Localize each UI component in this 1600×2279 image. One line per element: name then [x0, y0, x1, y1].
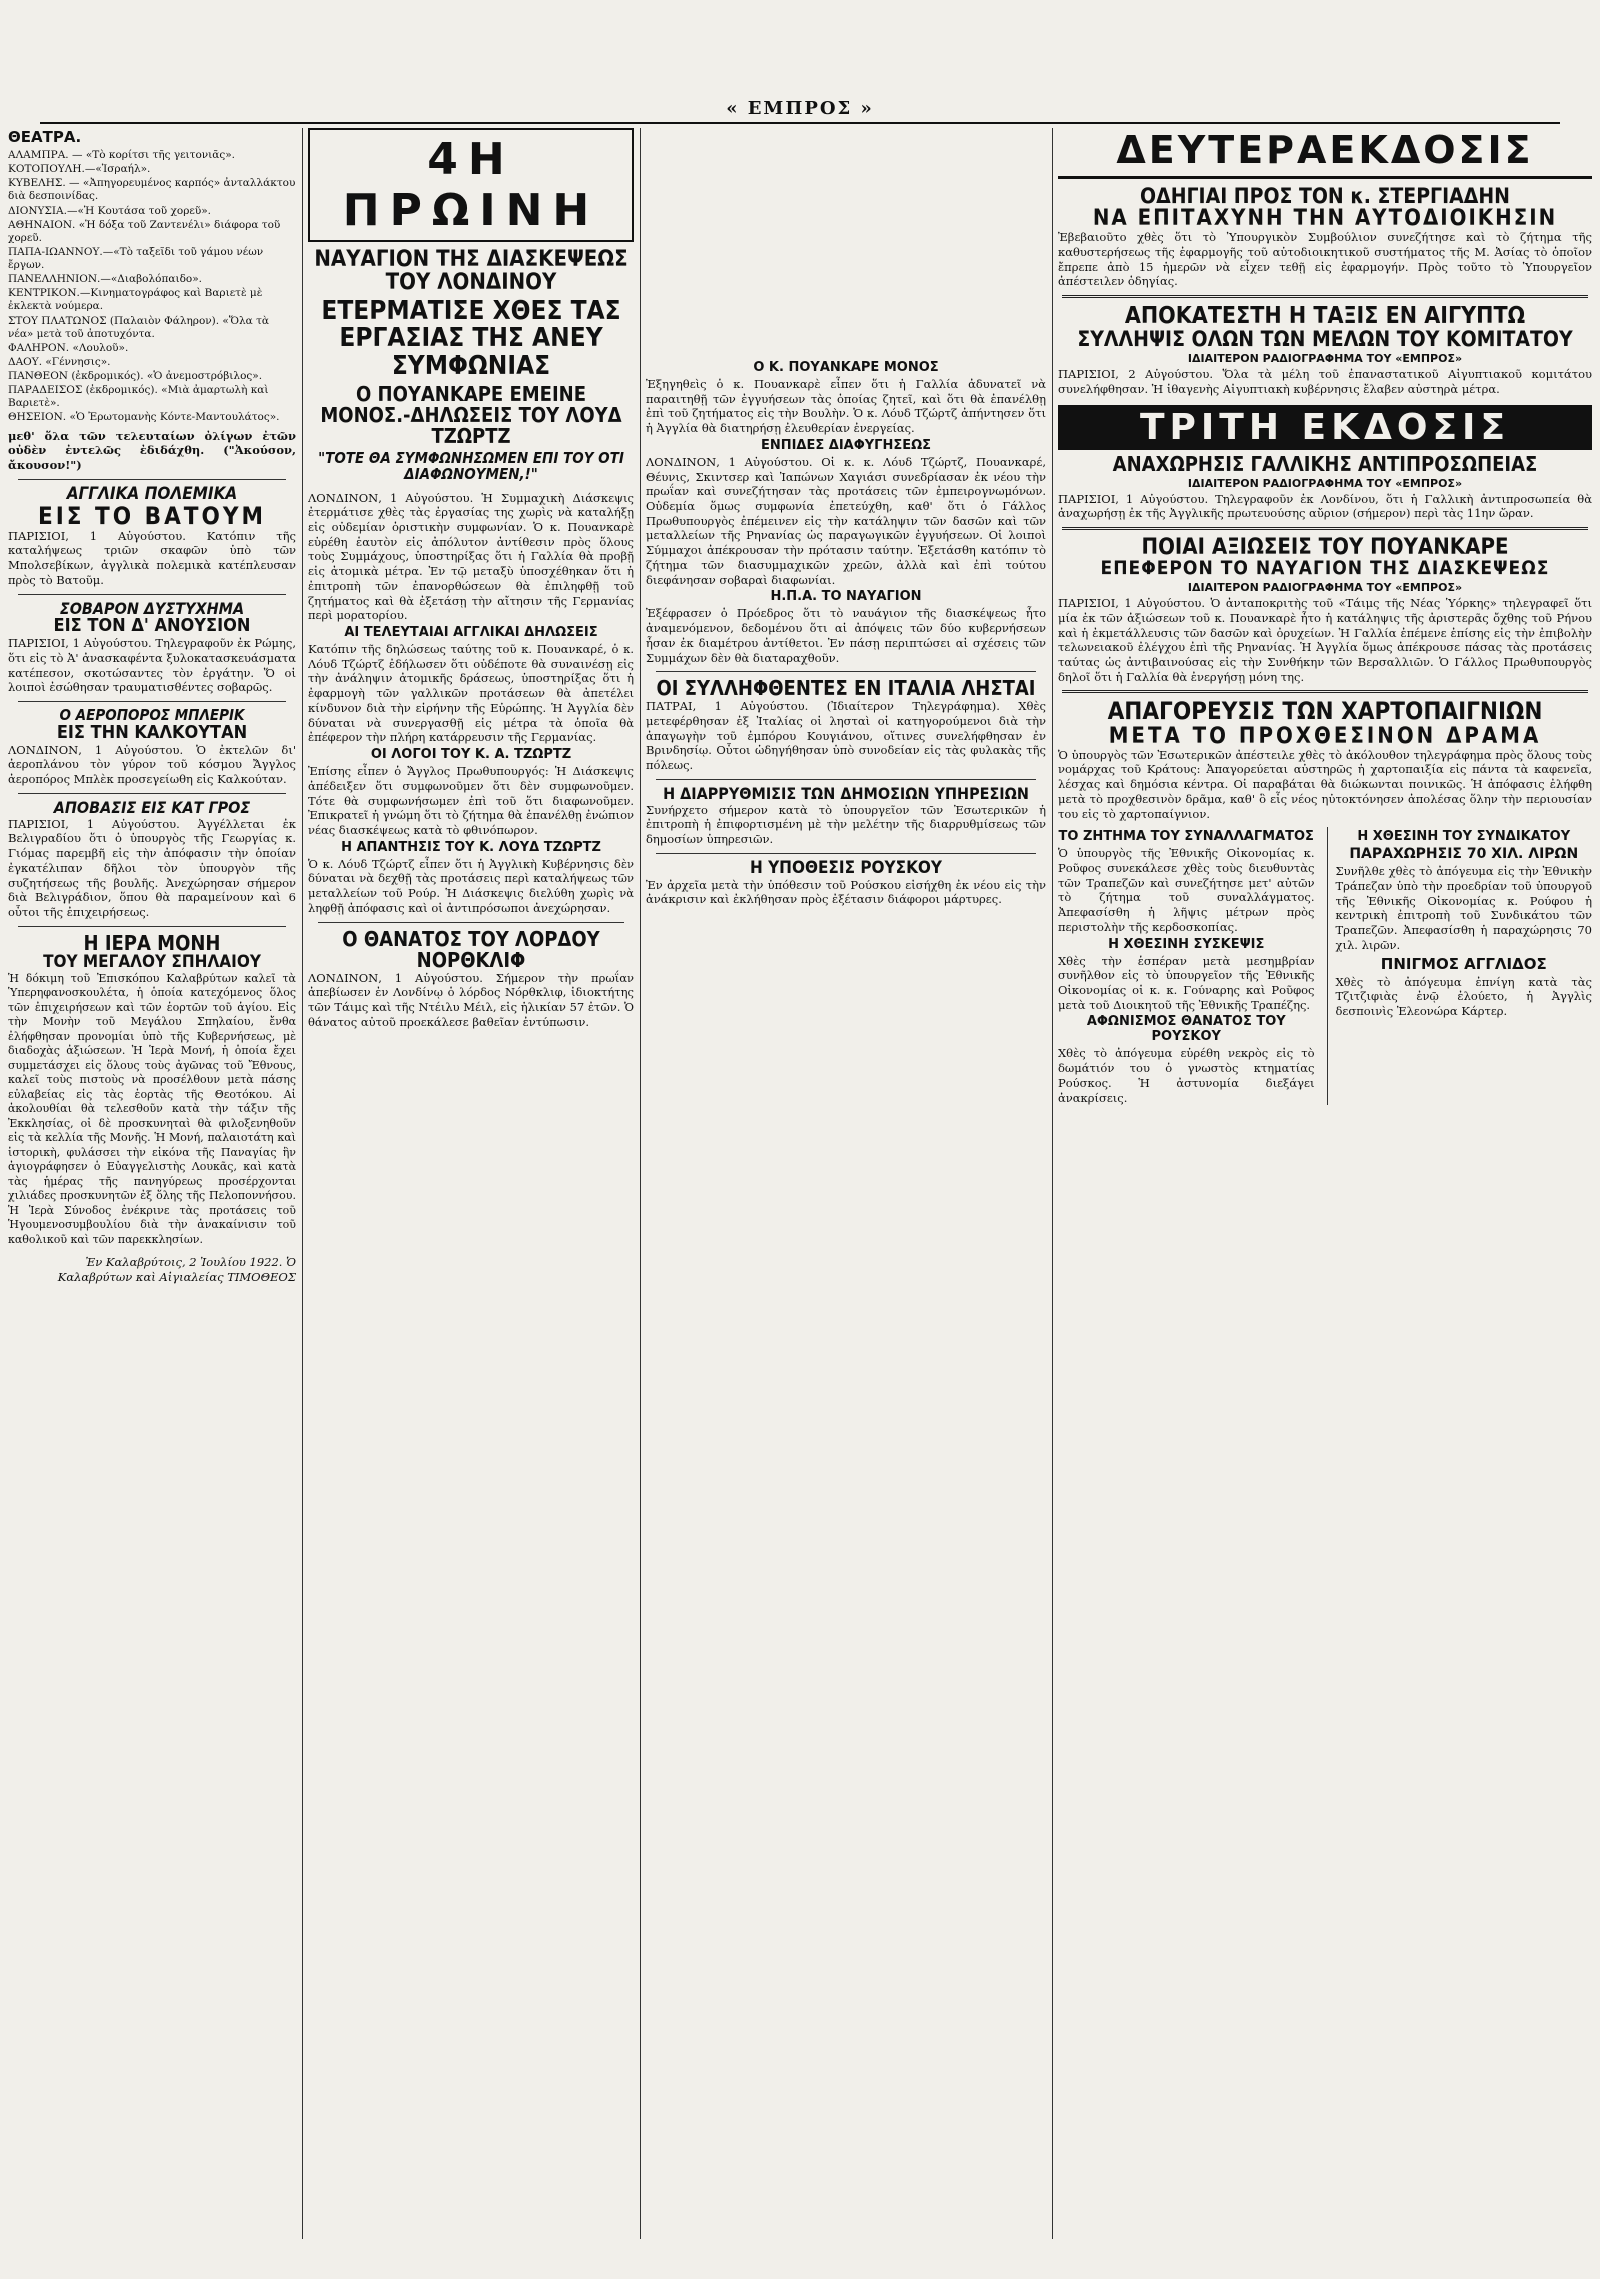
- divider: [1062, 527, 1588, 530]
- main-headline: ΝΑΥΑΓΙΟΝ ΤΗΣ ΔΙΑΣΚΕΨΕΩΣ ΤΟΥ ΛΟΝΔΙΝΟΥ: [314, 247, 628, 296]
- headline: Η ΥΠΟΘΕΣΙΣ ΡΟΥΣΚΟΥ: [749, 857, 942, 878]
- divider: [1062, 295, 1588, 298]
- article-text: ΛΟΝΔΙΝΟΝ, 1 Αὐγούστου. Οἱ κ. κ. Λόυδ Τζώρτζ, Πουανκαρέ, Θέυνις, Σκιντσερ καὶ Ἰαπώνων Χαγιάσι συνεδρίασαν ἐκ νέου τὴν πρωΐαν καὶ συνεζήτησαν τὰς προτάσεις τῶν ἐμπειρογνωμόνων. Οὐδεμία ὅμως συμφωνία ἐπετεύχθη, καθ' ὅτι ὁ Γάλλος Πρωθυπουργὸς ἐπέμεινεν εἰς τὴν κατάληψιν τῶν δασῶν καὶ τῶν μεταλλείων τῆς Ρηνανίας ὡς παραγωγικῶν ἐγγυήσεων. Οἱ λοιποὶ Σύμμαχοι ἀπέκρουσαν τὴν πρότασιν ταύτην. Ἐξετάσθη κατόπιν τὸ ζήτημα τῶν διασυμμαχικῶν χρεῶν, ἀλλὰ καὶ ἐπὶ τούτου διεφάνησαν σοβαραὶ διαφωνίαι.: [646, 454, 1046, 587]
- subheading: ΤΟ ΖΗΤΗΜΑ ΤΟΥ ΣΥΝΑΛΛΑΓΜΑΤΟΣ: [1058, 829, 1314, 845]
- headline: Η ΔΙΑΡΡΥΘΜΙΣΙΣ ΤΩΝ ΔΗΜΟΣΙΩΝ ΥΠΗΡΕΣΙΩΝ: [663, 783, 1029, 803]
- dispatch-stamp: ΙΔΙΑΙΤΕΡΟΝ ΡΑΔΙΟΓΡΑΦΗΜΑ ΤΟΥ «ΕΜΠΡΟΣ»: [1187, 352, 1463, 366]
- headline: Ο ΑΕΡΟΠΟΡΟΣ ΜΠΛΕΡΙΚ: [59, 706, 245, 725]
- article-text: Ἐπίσης εἶπεν ὁ Ἄγγλος Πρωθυπουργός: Ἡ Διάσκεψις ἀπέδειξεν ὅτι συμφωνοῦμεν ὅτι δὲν συμφωνοῦμεν. Τότε θὰ συμφωνήσωμεν ἐπὶ τοῦ ὅτι διαφωνοῦμεν. Ἐπικρατεῖ ἡ γνώμη ὅτι τὸ ζήτημα θὰ ἐπανέλθῃ ἐνώπιον νέας διασκέψεως κατὰ τὸ φθινόπωρον.: [308, 764, 634, 837]
- article-text: Συνῆλθε χθὲς τὸ ἀπόγευμα εἰς τὴν Ἐθνικὴν Τράπεζαν ὑπὸ τὴν προεδρίαν τοῦ ὑπουργοῦ τῆς Ἐθνικῆς Οἰκονομίας κ. Ρούφου ἡ κεντρικὴ ἐπιτροπὴ τοῦ Συνδικάτου τῶν Τραπεζῶν. Ἀπεφασίσθη ἡ παραχώρησις 70 χιλ. λιρῶν.: [1335, 864, 1592, 952]
- subheading: ΠΑΡΑΧΩΡΗΣΙΣ 70 ΧΙΛ. ΛΙΡΩΝ: [1349, 846, 1579, 863]
- masthead-rule: [40, 122, 1560, 124]
- dispatch-stamp: ΙΔΙΑΙΤΕΡΟΝ ΡΑΔΙΟΓΡΑΦΗΜΑ ΤΟΥ «ΕΜΠΡΟΣ»: [1187, 476, 1463, 490]
- theatre-listing: ΑΘΗΝΑΙΟΝ. «Ἡ δόξα τοῦ Ζαντενέλι» διάφορα τοῦ χορεῦ.: [8, 218, 281, 244]
- column-3: [646, 128, 1046, 2264]
- article-text: Ἐξηγηθεὶς ὁ κ. Πουανκαρὲ εἶπεν ὅτι ἡ Γαλλία ἀδυνατεῖ νὰ παραιτηθῇ τῶν ἐγγυήσεων τὰς ὁποίας ζητεῖ, καὶ ὅτι θὰ ἐπανέλθῃ ἐπὶ τοῦ ζητήματος εἰς τὴν Βουλὴν. Ὁ κ. Λόυδ Τζώρτζ ἀπήντησεν ὅτι ἡ Ἀγγλία θὰ διατηρήσῃ ἐλευθερίαν ἐνεργείας.: [646, 377, 1046, 436]
- headline: ΟΙ ΣΥΛΛΗΦΘΕΝΤΕΣ ΕΝ ΙΤΑΛΙΑ ΛΗΣΤΑΙ: [656, 676, 1036, 701]
- article-text: Ἐξέφρασεν ὁ Πρόεδρος ὅτι τὸ ναυάγιον τῆς διασκέψεως ἦτο ἀναμενόμενον, δεδομένου ὅτι αἱ ἀπόψεις τῶν δύο κυβερνήσεων ἦσαν ἐκ διαμέτρου ἀντίθετοι. Ἐν πάσῃ περιπτώσει αἱ σχέσεις τῶν Συμμάχων δὲν θὰ διαταραχθοῦν.: [646, 606, 1046, 665]
- article-text: Ὁ κ. Λόυδ Τζώρτζ εἶπεν ὅτι ἡ Ἀγγλικὴ Κυβέρνησις δὲν δύναται νὰ δεχθῇ τὰς προτάσεις περὶ καταλήψεως τῶν μεταλλείων τοῦ Ρούρ. Ἡ Διάσκεψις διελύθη χωρὶς νὰ ληφθῇ ἀπόφασις καὶ οἱ ἀντιπρόσωποι ἀνεχώρησαν.: [308, 856, 634, 915]
- edition-banner: ΤΡΙΤΗ ΕΚΔΟΣΙΣ: [1058, 405, 1592, 450]
- masthead: « ΕΜΠΡΟΣ »: [726, 98, 874, 119]
- theatre-listing: ΠΑΝΕΛΛΗΝΙΟΝ.—«Διαβολόπαιδο».: [8, 273, 202, 286]
- theatre-list: [8, 149, 296, 425]
- divider: [18, 926, 286, 927]
- dispatch-stamp: ΙΔΙΑΙΤΕΡΟΝ ΡΑΔΙΟΓΡΑΦΗΜΑ ΤΟΥ «ΕΜΠΡΟΣ»: [1187, 581, 1463, 595]
- divider: [1062, 690, 1588, 693]
- theatre-listing: ΚΥΒΕΛΗΣ. — «Ἀπηγορευμένος καρπός» ἀνταλλάκτου διὰ δεσποινίδας.: [8, 177, 296, 203]
- headline: ΑΓΓΛΙΚΑ ΠΟΛΕΜΙΚΑ: [66, 483, 238, 504]
- headline: ΑΠΟΒΑΣΙΣ ΕΙΣ ΚΑΤ ΓΡΟΣ: [53, 797, 251, 817]
- theatre-listing: ΦΑΛΗΡΟΝ. «Λουλοῦ».: [8, 341, 129, 354]
- column-1: [8, 128, 296, 2264]
- headline: ΤΟΥ ΜΕΓΑΛΟΥ ΣΠΗΛΑΙΟΥ: [43, 951, 261, 972]
- article-text: ΠΑΡΙΣΙΟΙ, 1 Αὐγούστου. Ὁ ἀνταποκριτὴς τοῦ «Τάιμς τῆς Νέας Ὑόρκης» τηλεγραφεῖ ὅτι μία ἐκ τῶν ἀξιώσεων τοῦ κ. Πουανκαρὲ ἦτο ἡ κατάληψις τῆς ἀριστερᾶς ὄχθης τοῦ Ρήνου καὶ ἡ ἐκμετάλλευσις τῶν δασῶν καὶ ὀρυχείων. Ἡ Γαλλία ἐπέμενε ἐπίσης εἰς τὴν ἐπιβολὴν τελωνειακοῦ ἐλέγχου ἐπὶ τῆς Ρηνανίας. Ἡ Ἀγγλία ὅμως ἀπέκρουσε πάσας τὰς προτάσεις ταύτας ὡς ἀντιβαινούσας εἰς τὴν Συνθήκην τῶν Βερσαλλιῶν. Ὁ Γάλλος Πρωθυπουργὸς δηλοῖ ὅτι ἡ Γαλλία θὰ ἐνεργήσῃ μόνη της.: [1058, 596, 1592, 684]
- article-text: ΛΟΝΔΙΝΟΝ, 1 Αὐγούστου. Ἡ Συμμαχικὴ Διάσκεψις ἐτερμάτισε χθὲς τὰς ἐργασίας της χωρὶς νὰ καταλήξῃ εἰς οὐδεμίαν ὁριστικὴν συμφωνίαν. Ὁ κ. Πουανκαρὲ εὑρέθη ἑαυτὸν εἰς ἀπόλυτον ἀντίθεσιν πρὸς ὅλους τοὺς Συμμάχους, ὑποστηρίξας ὅτι ἡ Γαλλία θὰ προβῇ εἰς ἀτομικὰ μέτρα. Ἐν τῷ μεταξὺ ὑποσχέθηκαν ὅτι ἡ ἐπιτροπὴ τῶν ἐπανορθώσεων θὰ ἐπιληφθῇ τοῦ ζητήματος καὶ θὰ ἐξετάσῃ τὴν αἴτησιν τῆς Γερμανίας περὶ μορατορίου.: [308, 490, 634, 623]
- theatre-listing: ΠΑΠΑ-ΙΩΑΝΝΟΥ.—«Τὸ ταξεῖδι τοῦ γάμου νέων ἔργων.: [8, 245, 264, 271]
- theatre-listing: ΔΙΟΝΥΣΙΑ.—«Ἡ Κουτάσα τοῦ χορεῦ».: [8, 204, 211, 217]
- article-text: Ἐβεβαιοῦτο χθὲς ὅτι τὸ Ὑπουργικὸν Συμβούλιον συνεζήτησε καὶ τὸ ζήτημα τῆς καθυστερήσεως τῆς ἐφαρμογῆς τοῦ αὐτοδιοικητικοῦ συστήματος τῆς Μ. Ἀσίας τὸ ὁποῖον ἔπρεπε ἀπὸ 15 ἡμερῶν νὰ εἶχεν τεθῇ εἰς ἐφαρμογήν. Πρὸς τοῦτο τὸ Ὑπουργεῖον ἀπέστειλεν ὁδηγίας.: [1058, 230, 1592, 289]
- edition-banner: 4Η ΠΡΩΙΝΗ: [308, 128, 634, 242]
- divider: [656, 671, 1036, 672]
- headline: Ο ΘΑΝΑΤΟΣ ΤΟΥ ΛΟΡΔΟΥ ΝΟΡΘΚΛΙΦ: [342, 926, 600, 972]
- headline: ΜΕΤΑ ΤΟ ΠΡΟΧΘΕΣΙΝΟΝ ΔΡΑΜΑ: [1108, 723, 1542, 749]
- article-text: ΠΑΡΙΣΙΟΙ, 1 Αὐγούστου. Τηλεγραφοῦν ἐκ Ρώμης, ὅτι εἰς τὸ Ἀ' ἀνασκαφέντα ξυλοκατασκευάσματα κατέπεσον, σκοτώσαντες τὸν ἐργάτην. Ὅ οἱ λοιποὶ ἐσώθησαν τραυματισθέντες σοβαρῶς.: [8, 636, 296, 695]
- article-text: Χθὲς τὴν ἑσπέραν μετὰ μεσημβρίαν συνῆλθον εἰς τὸ ὑπουργεῖον τῆς Ἐθνικῆς Οἰκονομίας οἱ κ. κ. Γούναρης καὶ Ροῦφος μετὰ τοῦ Διοικητοῦ τῆς Ἐθνικῆς Τραπέζης.: [1058, 953, 1315, 1012]
- article-text: Κατόπιν τῆς δηλώσεως ταύτης τοῦ κ. Πουανκαρέ, ὁ κ. Λόυδ Τζώρτζ ἐδήλωσεν ὅτι οὐδέποτε θὰ συναινέσῃ εἰς τὴν ἀνάληψιν ἀτομικῆς δράσεως, ὑποστηρίξας ὅτι ἡ ἐφαρμογὴ τῶν γαλλικῶν προτάσεων θὰ ἀπετέλει κίνδυνον διὰ τὴν εἰρήνην τῆς Εὐρώπης. Ἡ Ἀγγλία δὲν δύναται νὰ συνεργασθῇ εἰς μέτρα τὰ ὁποῖα θὰ ἐπέφερον τὴν πλήρη κατάρρευσιν τῆς Γερμανίας.: [308, 642, 634, 745]
- headline: ΑΠΟΚΑΤΕΣΤΗ Η ΤΑΞΙΣ ΕΝ ΑΙΓΥΠΤΩ: [1124, 303, 1526, 330]
- divider: [656, 853, 1036, 854]
- theatre-listing: ΣΤΟΥ ΠΛΑΤΩΝΟΣ (Παλαιὸν Φάληρον). «Ὅλα τὰ νέα» μετὰ τοῦ ἀποτυχόντα.: [8, 314, 269, 340]
- divider: [18, 701, 286, 702]
- headline: Η ΙΕΡΑ ΜΟΝΗ: [83, 930, 221, 955]
- subheading: ΕΝΠΙΔΕΣ ΔΙΑΦΥΓΗΣΕΩΣ: [760, 437, 932, 453]
- column-rule: [302, 128, 303, 2239]
- theatre-listing: ΘΗΣΕΙΟΝ. «Ὁ Ἐρωτομανὴς Κόντε-Μαντουλάτος».: [8, 411, 280, 424]
- headline: ΣΥΛΛΗΨΙΣ ΟΛΩΝ ΤΩΝ ΜΕΛΩΝ ΤΟΥ ΚΟΜΙΤΑΤΟΥ: [1077, 327, 1573, 352]
- subheading: ΑΦΩΝΙΣΜΟΣ ΘΑΝΑΤΟΣ ΤΟΥ ΡΟΥΣΚΟΥ: [1086, 1014, 1286, 1045]
- divider: [18, 793, 286, 794]
- subheading: Η ΧΘΕΣΙΝΗ ΤΟΥ ΣΥΝΔΙΚΑΤΟΥ: [1357, 829, 1571, 845]
- column-rule: [640, 128, 641, 2239]
- main-headline: "ΤΟΤΕ ΘΑ ΣΥΜΦΩΝΗΣΩΜΕΝ ΕΠΙ ΤΟΥ ΟΤΙ ΔΙΑΦΩΝΟΥΜΕΝ,!": [318, 449, 624, 483]
- theatre-title: ΘΕΑΤΡΑ.: [8, 128, 82, 146]
- article-text: Συνήρχετο σήμερον κατὰ τὸ ὑπουργεῖον τῶν Ἐσωτερικῶν ἡ ἐπιτροπὴ ἡ ἐπιφορτισμένη μὲ τὴν μελέτην τῆς διαρρυθμίσεως τῶν δημοσίων ὑπηρεσιῶν.: [646, 802, 1046, 847]
- subheading: Η ΑΠΑΝΤΗΣΙΣ ΤΟΥ Κ. ΛΟΥΔ ΤΖΩΡΤΖ: [341, 839, 601, 855]
- theatre-listing: ΚΟΤΟΠΟΥΛΗ.—«Ἰσραήλ».: [8, 163, 151, 176]
- article-text: ΛΟΝΔΙΝΟΝ, 1 Αὐγούστου. Ὁ ἐκτελῶν δι' ἀεροπλάνου τὸν γύρον τοῦ κόσμου Ἄγγλος ἀεροπόρος Μπλὲκ προσεγείωθη εἰς Καλκούταν.: [8, 742, 296, 787]
- column-4: [1058, 128, 1592, 2264]
- headline: ΝΑ ΕΠΙΤΑΧΥΝΗ ΤΗΝ ΑΥΤΟΔΙΟΙΚΗΣΙΝ: [1092, 206, 1558, 232]
- theatre-listing: ΔΑΟΥ. «Γέννησις».: [8, 355, 111, 368]
- divider: [318, 922, 624, 923]
- article-text: ΛΟΝΔΙΝΟΝ, 1 Αὐγούστου. Σήμερον τὴν πρωΐαν ἀπεβίωσεν ἐν Λονδίνῳ ὁ λόρδος Νόρθκλιφ, ἰδιοκτήτης τῶν Τάιμς καὶ τῆς Ντέιλυ Μέιλ, εἰς ἡλικίαν 57 ἐτῶν. Ὁ θάνατος αὐτοῦ προεκάλεσε βαθεῖαν ἐντύπωσιν.: [308, 970, 634, 1029]
- headline: ΟΔΗΓΙΑΙ ΠΡΟΣ ΤΟΝ κ. ΣΤΕΡΓΙΑΔΗΝ: [1140, 184, 1510, 208]
- headline: ΕΙΣ ΤΟΝ Δ' ΑΝΟΥΣΙΟΝ: [53, 615, 251, 637]
- headline: ΕΠΕΦΕΡΟΝ ΤΟ ΝΑΥΑΓΙΟΝ ΤΗΣ ΔΙΑΣΚΕΨΕΩΣ: [1100, 557, 1550, 580]
- article-text: ΠΑΡΙΣΙΟΙ, 1 Αὐγούστου. Κατόπιν τῆς καταλήψεως τριῶν σκαφῶν ὑπὸ τῶν Μπολσεβίκων, ἀγγλικὰ πολεμικὰ κατέπλευσαν πρὸς τὸ Βατοῦμ.: [8, 528, 296, 587]
- main-headline: Ο ΠΟΥΑΝΚΑΡΕ ΕΜΕΙΝΕ ΜΟΝΟΣ.-ΔΗΛΩΣΕΙΣ ΤΟΥ ΛΟΥΔ ΤΖΩΡΤΖ: [320, 382, 622, 449]
- theatre-listing: ΠΑΝΘΕΟΝ (ἐκδρομικός). «Ὁ ἀνεμοστρόβιλος».: [8, 370, 263, 382]
- article-text: Ἡ δόκιμη τοῦ Ἐπισκόπου Καλαβρύτων καλεῖ τὰ Ὑπερηφανοσκουλέτα, ἡ ὁποία κατεχόμενος ὅλος τῶν ἐπιχειρήσεων καὶ τῶν ἑορτῶν τοῦ ἁγίου. Εἰς τὴν Μονὴν τοῦ Μεγάλου Σπηλαίου, ἔνθα ἐλήφθησαν προνομίαι ὑπὸ τῆς Κυβερνήσεως, μὲ διαδοχὰς ἀξιώσεων. Ἡ Ἱερὰ Μονή, ἡ ὁποία ἔχει συμμετάσχει εἰς ὅλους τοὺς ἀγῶνας τοῦ Ἔθνους, καλεῖ τοὺς πιστοὺς νὰ προσέλθουν μετὰ πάσης εὐλαβείας εἰς τὰς ἑορτὰς τῆς Θεοτόκου. Αἱ ἀκολουθίαι θὰ τελεσθοῦν κατὰ τὴν τάξιν τῆς Ἐκκλησίας, οἱ δὲ προσκυνηταὶ θὰ φιλοξενηθοῦν εἰς τὰ κελλία τῆς Μονῆς. Ἡ Μονή, παλαιοτάτη καὶ ἱστορικὴ, φυλάσσει τὴν εἰκόνα τῆς Παναγίας ἣν ἀγιογράφησεν ὁ Εὐαγγελιστὴς Λουκᾶς, καὶ κατὰ τὰς ἡμέρας τῆς πανηγύρεως προσέρχονται χιλιάδες προσκυνητῶν ἐξ ὅλης τῆς Πελοποννήσου. Ἡ Ἱερὰ Σύνοδος ἐνέκρινε τὰς προτάσεις τοῦ Ἡγουμενοσυμβουλίου διὰ τὴν ἀνακαίνισιν τοῦ καθολικοῦ καὶ τῶν παρεκκλησίων.: [8, 971, 296, 1246]
- article-text: Χθὲς τὸ ἀπόγευμα εὑρέθη νεκρὸς εἰς τὸ δωμάτιόν του ὁ γνωστὸς κτηματίας Ρούσκος. Ἡ ἀστυνομία διεξάγει ἀνακρίσεις.: [1058, 1046, 1315, 1105]
- article-text: ΠΑΤΡΑΙ, 1 Αὐγούστου. (Ἰδιαίτερον Τηλεγράφημα). Χθὲς μετεφέρθησαν ἐξ Ἰταλίας οἱ λησταὶ οἱ κατηγορούμενοι διὰ τὴν ἀπαγωγὴν τοῦ ἐμπόρου Κουγιάνου, οἵτινες συνελήφθησαν ἐν Βρινδησίῳ. Οὗτοι ὡδηγήθησαν ὑπὸ συνοδείαν εἰς τὰς φυλακὰς τῆς πόλεως.: [646, 699, 1046, 773]
- subheading: ΟΙ ΛΟΓΟΙ ΤΟΥ Κ. Α. ΤΖΩΡΤΖ: [370, 747, 572, 763]
- headline: ΕΙΣ ΤΗΝ ΚΑΛΚΟΥΤΑΝ: [56, 721, 248, 743]
- signoff: Ἐν Καλαβρύτοις, 2 Ἰουλίου 1922. Ὁ Καλαβρύτων καὶ Αἰγιαλείας ΤΙΜΟΘΕΟΣ: [57, 1255, 296, 1285]
- article-text: Ὁ ὑπουργὸς τῆς Ἐθνικῆς Οἰκονομίας κ. Ροῦφος συνεκάλεσε χθὲς τοὺς διευθυντὰς τῶν Τραπεζῶν καὶ συνεζήτησε μετ' αὐτῶν τὸ ζήτημα τοῦ συναλλάγματος. Ἀπεφασίσθη ἡ λῆψις μέτρων πρὸς περιστολὴν τῆς κερδοσκοπίας.: [1058, 846, 1315, 934]
- headline: ΑΠΑΓΟΡΕΥΣΙΣ ΤΩΝ ΧΑΡΤΟΠΑΙΓΝΙΩΝ: [1107, 697, 1543, 726]
- divider: [18, 479, 286, 480]
- lower-split: [1058, 827, 1592, 1105]
- edition-banner: ΔΕΥΤΕΡΑΕΚΔΟΣΙΣ: [1058, 128, 1592, 179]
- divider: [656, 779, 1036, 780]
- lower-right: [1327, 827, 1593, 1105]
- theatre-listing: ΚΕΝΤΡΙΚΟΝ.—Κινηματογράφος καὶ Βαριετὲ μὲ ἐκλεκτὰ νούμερα.: [8, 287, 263, 313]
- theatre-note: μεθ' ὅλα τῶν τελευταίων ὀλίγων ἐτῶν οὐδὲν ἐντελῶς ἐδιδάχθη. ("Ἀκούσον, ἄκουσον!"): [8, 428, 296, 472]
- article-text: Χθὲς τὸ ἀπόγευμα ἐπνίγη κατὰ τὰς Τζιτζιφιὰς ἐνῷ ἐλούετο, ἡ Ἀγγλὶς δεσποινὶς Ἐλεονώρα Κάρτερ.: [1335, 974, 1592, 1019]
- headline: ΑΝΑΧΩΡΗΣΙΣ ΓΑΛΛΙΚΗΣ ΑΝΤΙΠΡΟΣΩΠΕΙΑΣ: [1112, 451, 1538, 476]
- headline: ΠΟΙΑΙ ΑΞΙΩΣΕΙΣ ΤΟΥ ΠΟΥΑΝΚΑΡΕ: [1141, 535, 1509, 561]
- article-text: ΠΑΡΙΣΙΟΙ, 2 Αὐγούστου. Ὅλα τὰ μέλη τοῦ ἐπαναστατικοῦ Αἰγυπτιακοῦ κομιτάτου συνελήφθησαν. Ἡ ἰθαγενὴς Αἰγυπτιακὴ κυβέρνησις ἔλαβεν αὐστηρὰ μέτρα.: [1058, 367, 1592, 396]
- subheading: ΑΙ ΤΕΛΕΥΤΑΙΑΙ ΑΓΓΛΙΚΑΙ ΔΗΛΩΣΕΙΣ: [344, 625, 598, 641]
- headline: ΣΟΒΑΡΟΝ ΔΥΣΤΥΧΗΜΑ: [59, 598, 245, 618]
- theatre-listing: ΑΛΑΜΠΡΑ. — «Τὸ κορίτσι τῆς γειτονιᾶς».: [8, 149, 236, 161]
- subheading: Ο Κ. ΠΟΥΑΝΚΑΡΕ ΜΟΝΟΣ: [753, 360, 939, 375]
- article-text: Ἐν ἀρχεῖα μετὰ τὴν ὑπόθεσιν τοῦ Ρούσκου εἰσήχθη ἐκ νέου εἰς τὴν ἀνάκρισιν καὶ ἐκλήθησαν πρὸς ἐξέτασιν διάφοροι μάρτυρες.: [646, 877, 1046, 907]
- lower-left: [1058, 827, 1315, 1105]
- headline: ΕΙΣ ΤΟ ΒΑΤΟΥΜ: [37, 501, 266, 530]
- theatre-listing: ΠΑΡΑΔΕΙΣΟΣ (ἐκδρομικός). «Μιὰ ἀμαρτωλὴ καὶ Βαριετὲ».: [8, 384, 269, 410]
- article-text: ΠΑΡΙΣΙΟΙ, 1 Αὐγούστου. Ἀγγέλλεται ἐκ Βελιγραδίου ὅτι ὁ ὑπουργὸς τῆς Γεωργίας κ. Γιόμας παρεμβῆ εἰς τὴν ἀπόφασιν τὴν ὁποίαν ἐγκατέλιπαν δῆλοι τὸν ὑπουργὸν τῆς συζητήσεως τῆς βουλῆς. Ἀνεχώρησαν σήμερον διὰ Βελιγράδιον, ὅπου θὰ παραμείνουν καὶ 6 οὗτοι τῆς ἐπιχειρήσεως.: [8, 816, 296, 920]
- article-text: ΠΑΡΙΣΙΟΙ, 1 Αὐγούστου. Τηλεγραφοῦν ἐκ Λονδίνου, ὅτι ἡ Γαλλικὴ ἀντιπροσωπεία θὰ ἀναχωρήσῃ ἐκ τῆς Ἀγγλικῆς πρωτευούσης αὔριον (σήμερον) περὶ τὰς 11ην ὥραν.: [1058, 491, 1592, 521]
- subheading: Η.Π.Α. ΤΟ ΝΑΥΑΓΙΟΝ: [770, 589, 922, 605]
- column-rule: [1052, 128, 1053, 2239]
- subheading: ΠΝΙΓΜΟΣ ΑΓΓΛΙΔΟΣ: [1380, 954, 1547, 973]
- main-headline: ΕΤΕΡΜΑΤΙΣΕ ΧΘΕΣ ΤΑΣ ΕΡΓΑΣΙΑΣ ΤΗΣ ΑΝΕΥ ΣΥΜΦΩΝΙΑΣ: [321, 296, 621, 381]
- column-2: [308, 128, 634, 2264]
- divider: [18, 594, 286, 595]
- article-text: Ὁ ὑπουργὸς τῶν Ἐσωτερικῶν ἀπέστειλε χθὲς τὸ ἀκόλουθον τηλεγράφημα πρὸς ὅλους τοὺς νομάρχας τοῦ Κράτους: Ἀπαγορεύεται αὐστηρῶς ἡ χαρτοπαιξία εἰς πάντα τὰ καφενεῖα, λέσχας καὶ δημόσια κέντρα. Οἱ παραβάται θὰ διώκωνται ποινικῶς. Ἡ ἀπόφασις ἐλήφθη μετὰ τὸ προχθεσινὸν δρᾶμα, καθ' ὃ εἷς νέος ηὐτοκτόνησεν ἀπολέσας ὅλην τὴν περιουσίαν του εἰς τὸ χαρτοπαίγνιον.: [1058, 747, 1592, 821]
- subheading: Η ΧΘΕΣΙΝΗ ΣΥΣΚΕΨΙΣ: [1108, 936, 1265, 952]
